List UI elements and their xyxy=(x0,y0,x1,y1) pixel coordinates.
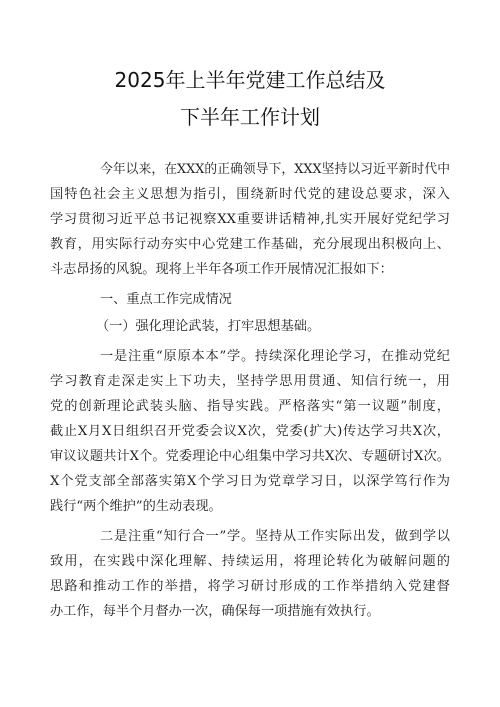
intro-line: 教育，用实际行动夯实中心党建工作基础，充分展现出积极向上、 xyxy=(50,237,450,252)
section-heading: 一、重点工作完成情况 xyxy=(100,292,232,307)
document-title-line-2: 下半年工作计划 xyxy=(180,105,320,129)
intro-line: 国特色社会主义思想为指引，围绕新时代党的建设总要求，深入 xyxy=(50,187,450,202)
paragraph-1-line: 践行“两个维护”的生动表现。 xyxy=(50,499,222,514)
paragraph-1-line: 一是注重“原原本本”学。持续深化理论学习，在推动党纪 xyxy=(100,349,450,364)
intro-line: 学习贯彻习近平总书记视察XX重要讲话精神,扎实开展好党纪学习 xyxy=(50,212,450,227)
paragraph-2-line: 办工作，每半个月督办一次，确保每一项措施有效执行。 xyxy=(50,604,380,619)
paragraph-2-line: 二是注重“知行合一”学。坚持从工作实际出发，做到学以 xyxy=(100,529,450,544)
paragraph-1-line: 学习教育走深走实上下功夫，坚持学思用贯通、知信行统一，用 xyxy=(50,374,450,389)
document-title-line-1: 2025年上半年党建工作总结及 xyxy=(114,68,386,92)
paragraph-1-line: 审议议题共计X个。党委理论中心组集中学习共X次、专题研讨X次。 xyxy=(50,449,450,464)
paragraph-1-line: X个党支部全部落实第X个学习日为党章学习日，以深学笃行作为 xyxy=(50,474,450,489)
paragraph-1-line: 党的创新理论武装头脑、指导实践。严格落实“第一议题”制度， xyxy=(50,399,450,414)
paragraph-1-line: 截止X月X日组织召开党委会议X次，党委(扩大)传达学习共X次， xyxy=(50,424,450,439)
intro-line: 今年以来，在XXX的正确领导下，XXX坚持以习近平新时代中 xyxy=(100,162,450,177)
paragraph-2-line: 思路和推动工作的举措，将学习研讨形成的工作举措纳入党建督 xyxy=(50,579,450,594)
subsection-heading: （一）强化理论武装，打牢思想基础。 xyxy=(96,319,321,334)
intro-line: 斗志昂扬的风貌。现将上半年各项工作开展情况汇报如下： xyxy=(50,262,393,277)
paragraph-2-line: 致用，在实践中深化理解、持续运用，将理论转化为破解问题的 xyxy=(50,554,450,569)
